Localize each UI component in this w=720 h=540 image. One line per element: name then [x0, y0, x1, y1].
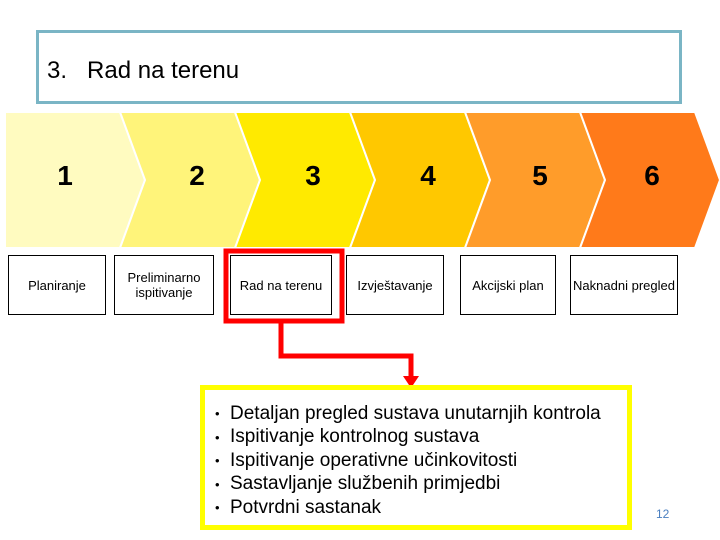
list-item: • Ispitivanje operativne učinkovitosti	[215, 449, 518, 471]
activities-list	[215, 402, 627, 519]
step-number-1: 1	[57, 160, 73, 191]
step-label-6: Naknadni pregled	[570, 255, 678, 315]
step-label-5: Akcijski plan	[460, 255, 556, 315]
step-number-5: 5	[532, 160, 548, 191]
page-number: 12	[656, 507, 670, 521]
list-item: • Detaljan pregled sustava unutarnjih kontrola	[215, 403, 601, 424]
step-label-4: Izvještavanje	[346, 255, 444, 315]
step-number-2: 2	[189, 160, 205, 191]
list-item: • Ispitivanje kontrolnog sustava	[215, 426, 480, 448]
step-number-6: 6	[644, 160, 660, 191]
step-label-3: Rad na terenu	[230, 255, 332, 315]
highlight-connector	[281, 321, 411, 378]
page-title: 3. Rad na terenu	[47, 57, 240, 84]
step-number-4: 4	[420, 160, 436, 191]
step-label-1: Planiranje	[8, 255, 106, 315]
step-label-2: Preliminarno ispitivanje	[114, 255, 214, 315]
list-item: • Potvrdni sastanak	[215, 496, 382, 518]
list-item: • Sastavljanje službenih primjedbi	[215, 473, 501, 495]
step-number-3: 3	[305, 160, 321, 191]
activities-box	[200, 385, 632, 530]
